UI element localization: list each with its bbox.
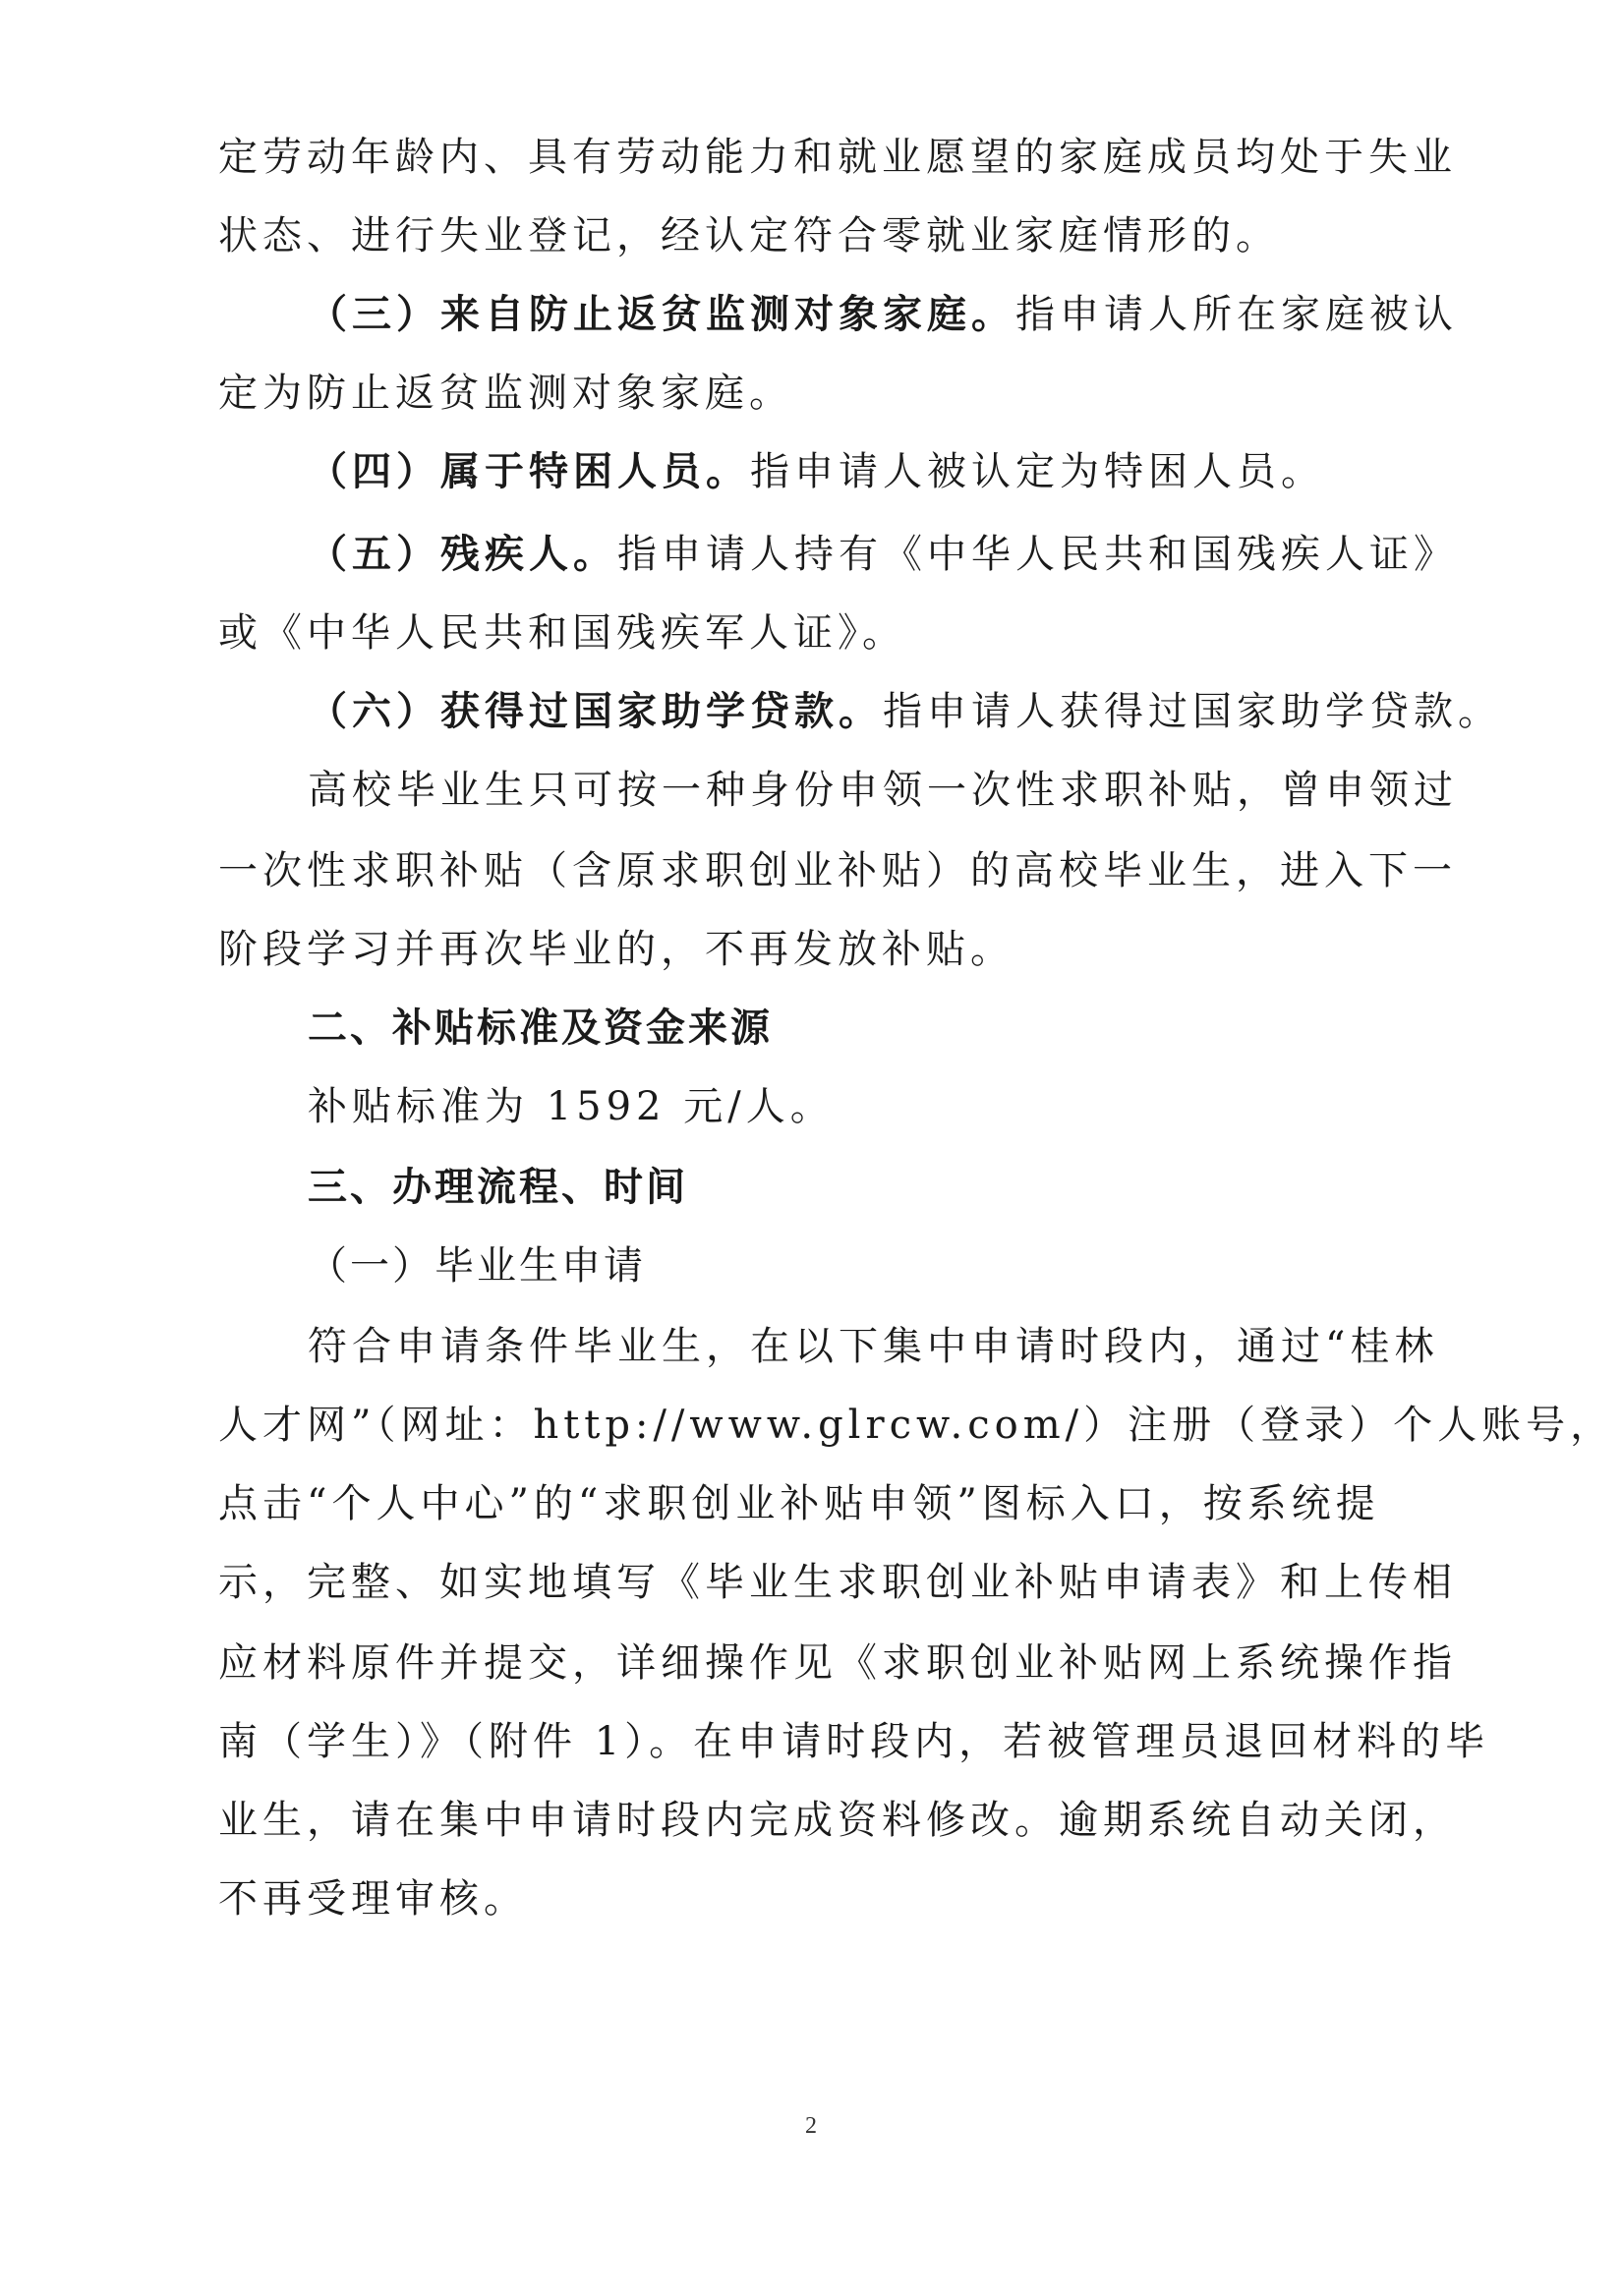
item-heading: （四）属于特困人员。	[308, 448, 750, 494]
page-number: 2	[805, 2113, 817, 2139]
paragraph-line	[308, 531, 1536, 578]
paragraph-line	[308, 688, 1536, 735]
paragraph-line: 符合申请条件毕业生，在以下集中申请时段内，通过“桂林	[308, 1324, 1439, 1369]
item-heading: （三）来自防止返贫监测对象家庭。	[308, 291, 1015, 337]
paragraph-line: 定劳动年龄内、具有劳动能力和就业愿望的家庭成员均处于失业	[218, 135, 1457, 180]
paragraph-line: 南（学生）》（附件 1）。在申请时段内，若被管理员退回材料的毕	[218, 1719, 1490, 1764]
item-text: 指申请人被认定为特困人员。	[750, 449, 1325, 494]
item-text: 指申请人所在家庭被认	[1015, 292, 1458, 337]
paragraph-line: 定为防止返贫监测对象家庭。	[218, 371, 793, 416]
item-heading: （六）获得过国家助学贷款。	[308, 688, 883, 734]
paragraph-line: 示，完整、如实地填写《毕业生求职创业补贴申请表》和上传相	[218, 1560, 1457, 1605]
subsection-heading: （一）毕业生申请	[308, 1243, 646, 1289]
paragraph-line: 阶段学习并再次毕业的，不再发放补贴。	[218, 927, 1014, 972]
paragraph-line: 业生，请在集中申请时段内完成资料修改。逾期系统自动关闭，	[218, 1798, 1457, 1843]
section-heading: 三、办理流程、时间	[308, 1165, 688, 1210]
paragraph-line: 高校毕业生只可按一种身份申领一次性求职补贴，曾申领过	[308, 768, 1458, 813]
paragraph-line: 一次性求职补贴（含原求职创业补贴）的高校毕业生，进入下一	[218, 848, 1457, 893]
item-text: 指申请人持有《中华人民共和国残疾人证》	[617, 532, 1458, 577]
paragraph-line	[308, 448, 1536, 495]
paragraph-line: 人才网”（网址：http://www.glrcw.com/）注册（登录）个人账号，	[218, 1403, 1615, 1448]
item-heading: （五）残疾人。	[308, 531, 617, 577]
paragraph-line	[308, 291, 1536, 338]
section-heading: 二、补贴标准及资金来源	[308, 1005, 773, 1051]
paragraph-line: 不再受理审核。	[218, 1876, 528, 1922]
item-text: 指申请人获得过国家助学贷款。	[883, 689, 1502, 734]
paragraph-line: 应材料原件并提交，详细操作见《求职创业补贴网上系统操作指	[218, 1640, 1457, 1686]
paragraph-line: 点击“个人中心”的“求职创业补贴申领”图标入口，按系统提	[218, 1481, 1380, 1526]
paragraph-line: 状态、进行失业登记，经认定符合零就业家庭情形的。	[218, 213, 1280, 258]
paragraph-line: 补贴标准为 1592 元/人。	[308, 1084, 835, 1129]
paragraph-line: 或《中华人民共和国残疾军人证》。	[218, 610, 906, 656]
